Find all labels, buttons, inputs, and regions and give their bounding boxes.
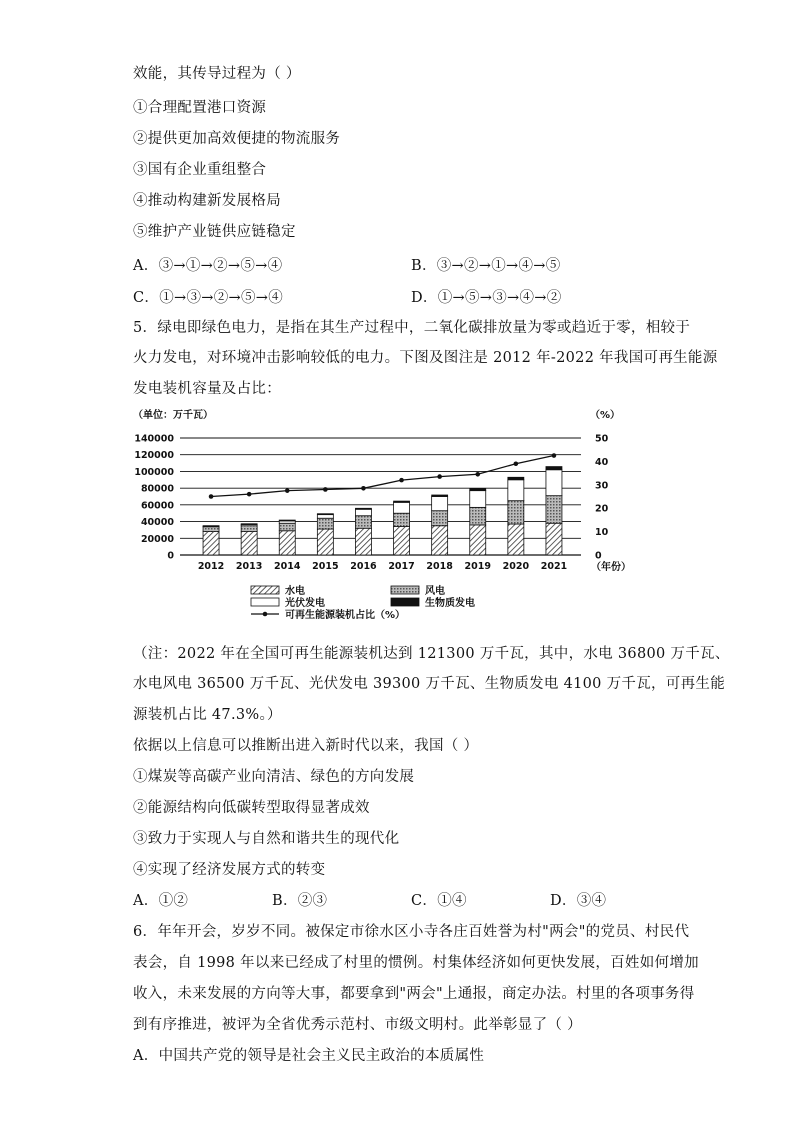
chart-share-point xyxy=(323,487,328,492)
q5-item-2: ②能源结构向低碳转型取得显著成效 xyxy=(133,800,370,816)
chart-left-tick-label: 80000 xyxy=(140,483,174,495)
chart-right-tick-label: 40 xyxy=(595,456,609,468)
chart-bar-solar xyxy=(355,509,371,515)
chart-legend xyxy=(251,584,475,621)
chart-bar-biomass xyxy=(203,526,219,527)
q5-item-1: ①煤炭等高碳产业向清洁、绿色的方向发展 xyxy=(133,769,415,785)
renewable-capacity-chart xyxy=(133,408,633,623)
chart-x-tick-label: 2018 xyxy=(426,561,453,572)
chart-x-axis xyxy=(198,561,567,572)
legend-label-wind: 风电 xyxy=(425,586,445,597)
chart-bar-biomass xyxy=(470,489,486,491)
q4-option-d[interactable]: D．①→⑤→③→④→② xyxy=(411,290,562,306)
legend-label-share: 可再生能源装机占比（%） xyxy=(285,610,406,621)
chart-bar-wind xyxy=(241,526,257,532)
q6-stem-line-4: 到有序推进，被评为全省优秀示范村、市级文明村。此举彰显了（ ） xyxy=(133,1017,582,1033)
q6-stem-line-3: 收入，未来发展的方向等大事，都要拿到"两会"上通报，商定办法。村里的各项事务得 xyxy=(133,986,695,1002)
chart-bar-solar xyxy=(470,491,486,508)
chart-x-axis-label: （年份） xyxy=(591,562,631,573)
chart-bar-wind xyxy=(508,501,524,524)
q5-stem-line-3: 发电装机容量及占比： xyxy=(133,381,281,397)
chart-bar-biomass xyxy=(432,495,448,497)
chart-left-axis xyxy=(134,434,174,562)
chart-bar-hydro xyxy=(508,524,524,555)
chart-bar-hydro xyxy=(203,532,219,555)
chart-bar-hydro xyxy=(317,529,333,555)
chart-x-tick-label: 2019 xyxy=(464,561,491,572)
q5-stem-line-2: 火力发电，对环境冲击影响较低的电力。下图及图注是 2012 年-2022 年我国可再生能源 xyxy=(133,350,718,366)
chart-bar-solar xyxy=(394,502,410,513)
chart-right-tick-label: 20 xyxy=(595,503,609,515)
chart-x-tick-label: 2016 xyxy=(350,561,377,572)
chart-bar-biomass xyxy=(317,514,333,515)
chart-bar-wind xyxy=(546,496,562,524)
chart-bar-solar xyxy=(432,497,448,511)
chart-share-point xyxy=(514,461,519,466)
q5-note-line-2: 水电风电 36500 万千瓦、光伏发电 39300 万千瓦、生物质发电 4100 万千瓦，可再生能 xyxy=(133,676,726,692)
legend-label-hydro: 水电 xyxy=(285,586,305,597)
chart-bar-biomass xyxy=(394,501,410,502)
q5-option-a[interactable]: A．①② xyxy=(133,893,189,909)
chart-x-tick-label: 2017 xyxy=(388,561,415,572)
chart-bar-hydro xyxy=(432,526,448,555)
chart-bars xyxy=(203,467,562,555)
chart-share-point xyxy=(475,472,480,477)
chart-x-tick-label: 2013 xyxy=(235,561,263,572)
chart-share-polyline xyxy=(211,456,554,497)
chart-bar-wind xyxy=(470,507,486,525)
legend-swatch-solar xyxy=(251,598,279,606)
q4-stem: 效能，其传导过程为（ ） xyxy=(133,66,301,82)
q4-item-3: ③国有企业重组整合 xyxy=(133,162,267,178)
chart-bar-hydro xyxy=(355,528,371,555)
chart-bar-hydro xyxy=(279,531,295,555)
chart-bar-wind xyxy=(394,513,410,526)
chart-bar-wind xyxy=(317,518,333,529)
q6-stem-line-2: 表会，自 1998 年以来已经成了村里的惯例。村集体经济如何更快发展，百姓如何增加 xyxy=(133,955,699,971)
q6-option-a[interactable]: A．中国共产党的领导是社会主义民主政治的本质属性 xyxy=(133,1048,485,1064)
q5-note-line-3: 源装机占比 47.3%。） xyxy=(133,707,282,723)
chart-x-tick-label: 2015 xyxy=(312,561,339,572)
chart-x-tick-label: 2012 xyxy=(197,561,225,572)
chart-x-tick-label: 2020 xyxy=(502,561,530,572)
chart-bar-biomass xyxy=(279,520,295,521)
chart-bar-wind xyxy=(432,511,448,526)
q4-item-4: ④推动构建新发展格局 xyxy=(133,193,281,209)
chart-left-tick-label: 60000 xyxy=(140,500,174,512)
chart-bar-solar xyxy=(317,515,333,519)
chart-share-line xyxy=(209,453,557,499)
chart-share-point xyxy=(285,488,290,493)
q5-stem-line-1: 5．绿电即绿色电力，是指在其生产过程中，二氧化碳排放量为零或趋近于零，相较于 xyxy=(133,320,691,336)
chart-right-axis xyxy=(595,434,609,562)
chart-bar-solar xyxy=(508,480,524,501)
q5-option-d[interactable]: D．③④ xyxy=(550,893,607,909)
chart-left-tick-label: 0 xyxy=(167,550,174,562)
q6-stem-line-1: 6．年年开会，岁岁不同。被保定市徐水区小寺各庄百姓誉为村"两会"的党员、村民代 xyxy=(133,924,690,940)
q5-item-3: ③致力于实现人与自然和谐共生的现代化 xyxy=(133,831,400,847)
legend-swatch-wind xyxy=(391,586,419,594)
q5-option-b[interactable]: B．②③ xyxy=(272,893,328,909)
chart-right-tick-label: 10 xyxy=(595,527,609,539)
q4-item-5: ⑤维护产业链供应链稳定 xyxy=(133,224,296,240)
legend-swatch-hydro xyxy=(251,586,279,594)
chart-left-tick-label: 140000 xyxy=(134,433,174,445)
chart-right-tick-label: 50 xyxy=(595,433,609,445)
chart-share-point xyxy=(552,453,557,458)
chart-left-tick-label: 120000 xyxy=(134,450,174,462)
legend-swatch-biomass xyxy=(391,598,419,606)
chart-x-tick-label: 2021 xyxy=(540,561,568,572)
chart-bar-hydro xyxy=(241,532,257,555)
chart-bar-wind xyxy=(203,527,219,532)
q5-note-line-1: （注：2022 年在全国可再生能源装机达到 121300 万千瓦，其中，水电 36800 万千瓦、 xyxy=(133,646,730,662)
chart-share-point xyxy=(209,494,214,499)
q4-option-c[interactable]: C．①→③→②→⑤→④ xyxy=(133,290,283,306)
q4-item-2: ②提供更加高效便捷的物流服务 xyxy=(133,131,341,147)
q5-item-4: ④实现了经济发展方式的转变 xyxy=(133,862,326,878)
legend-line-marker xyxy=(263,612,268,617)
chart-bar-biomass xyxy=(355,508,371,509)
chart-x-tick-label: 2014 xyxy=(274,561,301,572)
chart-share-point xyxy=(247,492,252,497)
chart-bar-wind xyxy=(355,516,371,529)
chart-unit-label: （单位：万千瓦） xyxy=(133,410,213,421)
q4-option-b[interactable]: B．③→②→①→④→⑤ xyxy=(411,258,561,274)
chart-bar-biomass xyxy=(546,467,562,470)
chart-bar-biomass xyxy=(508,477,524,480)
q5-question: 依据以上信息可以推断出进入新时代以来，我国（ ） xyxy=(133,738,479,754)
legend-label-solar: 光伏发电 xyxy=(285,598,325,609)
chart-share-point xyxy=(361,486,366,491)
chart-right-unit-label: （%） xyxy=(590,410,621,421)
q4-item-1: ①合理配置港口资源 xyxy=(133,100,267,116)
chart-bar-wind xyxy=(279,523,295,531)
chart-right-tick-label: 30 xyxy=(595,480,609,492)
chart-share-point xyxy=(399,478,404,483)
chart-bar-hydro xyxy=(470,525,486,555)
chart-bar-hydro xyxy=(394,527,410,555)
legend-label-biomass: 生物质发电 xyxy=(425,598,475,609)
q5-option-c[interactable]: C．①④ xyxy=(411,893,467,909)
chart-bar-solar xyxy=(546,470,562,496)
chart-right-tick-label: 0 xyxy=(595,550,602,562)
chart-left-tick-label: 100000 xyxy=(134,466,174,478)
chart-bar-biomass xyxy=(241,524,257,525)
chart-left-tick-label: 40000 xyxy=(140,517,174,529)
chart-bar-hydro xyxy=(546,523,562,555)
q4-option-a[interactable]: A．③→①→②→⑤→④ xyxy=(133,258,283,274)
chart-left-tick-label: 20000 xyxy=(140,533,174,545)
chart-share-point xyxy=(437,474,442,479)
